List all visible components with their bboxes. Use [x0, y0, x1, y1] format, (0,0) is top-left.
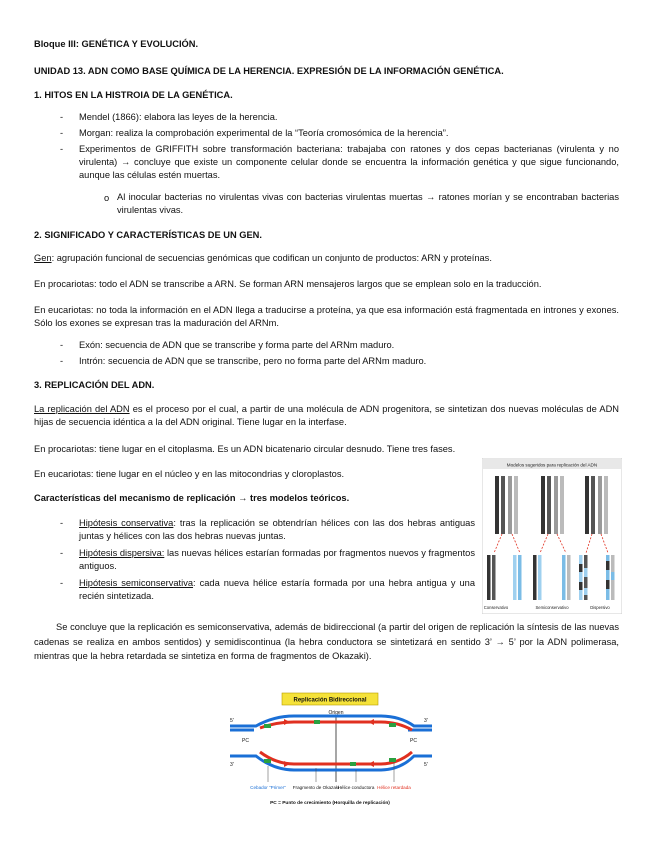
replication-text: es el proceso por el cual, a partir de una molécula de ADN progenitora, se sintetizan dos nuevas moléculas de ADN hijas de secuencia idéntica a la del ADN original. Tiene lugar en la interfase. [34, 404, 619, 428]
s2-item-intron: Intrón: secuencia de ADN que se transcribe, pero no forma parte del ARNm maduro. [79, 356, 427, 366]
model-term: Hipótesis conservativa [79, 518, 174, 528]
end-label-5: 5' [424, 762, 428, 768]
origin-label: Origen [328, 710, 344, 716]
primer-label: Cebador "Primer" [250, 785, 286, 790]
s1-item-1: Mendel (1866): elabora las leyes de la herencia. [79, 112, 278, 122]
dash-bullet: - [60, 578, 64, 588]
s3-characteristics: Características del mecanismo de replicación → tres modelos teóricos. [34, 493, 350, 503]
s1-item-3: Experimentos de GRIFFITH sobre transformación bacteriana: trabajaba con ratones y dos cepas bacterianas (virulenta y no virulenta) → concluye que existe un componente celular donde se encuentra la información genética y que sigue funcionando, aunque las células estén muertas. [79, 144, 619, 181]
dash-bullet: - [60, 356, 64, 366]
model-dispersive [79, 547, 475, 573]
gen-text: : agrupación funcional de secuencias genómicas que codifican un conjunto de productos: ARN y proteínas. [51, 253, 492, 263]
dash-bullet: - [60, 340, 64, 350]
model-text: : tras la replicación se obtendrían hélices con las dos hebras antiguas juntas y hélices con las dos hebras nuevas juntas. [79, 518, 475, 542]
s3-conclusion: Se concluye que la replicación es semiconservativa, además de bidireccional (a partir del origen de replicación la síntesis de las nuevas cadenas se realiza en ambos sentidos) y semidiscontinua (la hebra conductora se sintetizará en sentido 3’ → 5’ por la ADN polimerasa, mientras que la hebra retardada se sintetiza en forma de fragmentos de Okazaki). [34, 622, 619, 662]
figure-caption: PC = Punto de crecimiento (Horquilla de replicación) [270, 801, 390, 806]
s3-eucariotas: En eucariotas: tiene lugar en el núcleo y en las mitocondrias y cloroplastos. [34, 469, 345, 479]
document-title: Bloque III: GENÉTICA Y EVOLUCIÓN. [34, 39, 199, 49]
end-label-3: 3' [230, 762, 234, 768]
dash-bullet: - [60, 112, 64, 122]
model-text: las nuevas hélices estarían formadas por fragmentos nuevos y fragmentos antiguos. [79, 548, 475, 572]
s2-item-exon: Exón: secuencia de ADN que se transcribe y forma parte del ARNm maduro. [79, 340, 395, 350]
s2-procariotas: En procariotas: todo el ADN se transcribe a ARN. Se forman ARN mensajeros largos que se emplean solo en la traducción. [34, 279, 542, 289]
model-conservative [79, 517, 475, 543]
end-label-5: 5' [230, 718, 234, 724]
model-term: Hipótesis dispersiva: [79, 548, 165, 558]
dash-bullet: - [60, 548, 64, 558]
model-label-conservative: Conservativo [483, 605, 509, 610]
sub-bullet: o [104, 193, 110, 203]
pc-label-left: PC [242, 738, 249, 744]
model-text: : cada nueva hélice estaría formada por una hebra antigua y una recién sintetizada. [79, 578, 475, 602]
dash-bullet: - [60, 144, 64, 154]
dash-bullet: - [60, 518, 64, 528]
section-1-heading: 1. HITOS EN LA HISTROIA DE LA GENÉTICA. [34, 90, 233, 100]
s1-sub-item: Al inocular bacterias no virulentas vivas con bacterias virulentas muertas → ratones morían y se encontraban bacterias virulentas vivas. [117, 192, 619, 216]
model-term: Hipótesis semiconservativa [79, 578, 194, 588]
model-label-dispersive: Dispersivo [590, 605, 610, 610]
replication-models-figure [482, 458, 622, 614]
s2-eucariotas: En eucariotas: no toda la información en el ADN llega a traducirse a proteína, ya que esa información está fragmentada en intrones y exones. Sólo los exones se expresan tras la maduración del ARNm. [34, 305, 619, 329]
primer-marks [264, 720, 396, 766]
okazaki-label: Fragmento de Okazaki [292, 785, 340, 790]
leading-strand-label: Hélice conductora [337, 785, 375, 790]
s1-item-2: Morgan: realiza la comprobación experimental de la “Teoría cromosómica de la herencia”. [79, 128, 449, 138]
section-2-heading: 2. SIGNIFICADO Y CARACTERÍSTICAS DE UN GEN. [34, 230, 262, 240]
s3-definition [34, 403, 619, 429]
dash-bullet: - [60, 128, 64, 138]
gen-term: Gen [34, 253, 52, 263]
model-semiconservative [79, 577, 475, 603]
bidirectional-replication-figure [224, 690, 436, 812]
section-3-heading: 3. REPLICACIÓN DEL ADN. [34, 380, 155, 390]
gen-definition [34, 252, 492, 265]
pc-label-right: PC [410, 738, 417, 744]
direction-arrows [284, 719, 374, 767]
figure-title: Replicación Bidireccional [293, 697, 367, 704]
figure-title: Modelos sugeridos para replicación del ADN [506, 462, 598, 468]
replication-term: La replicación del ADN [34, 404, 130, 414]
unit-title: UNIDAD 13. ADN COMO BASE QUÍMICA DE LA HERENCIA. EXPRESIÓN DE LA INFORMACIÓN GENÉTICA. [34, 66, 504, 76]
s3-procariotas: En procariotas: tiene lugar en el citoplasma. Es un ADN bicatenario circular desnudo. Tiene tres fases. [34, 444, 456, 454]
lagging-strand-label: Hélice retardada [377, 785, 411, 790]
model-label-semiconservative: Semiconservativo [535, 605, 569, 610]
end-label-3: 3' [424, 718, 428, 724]
